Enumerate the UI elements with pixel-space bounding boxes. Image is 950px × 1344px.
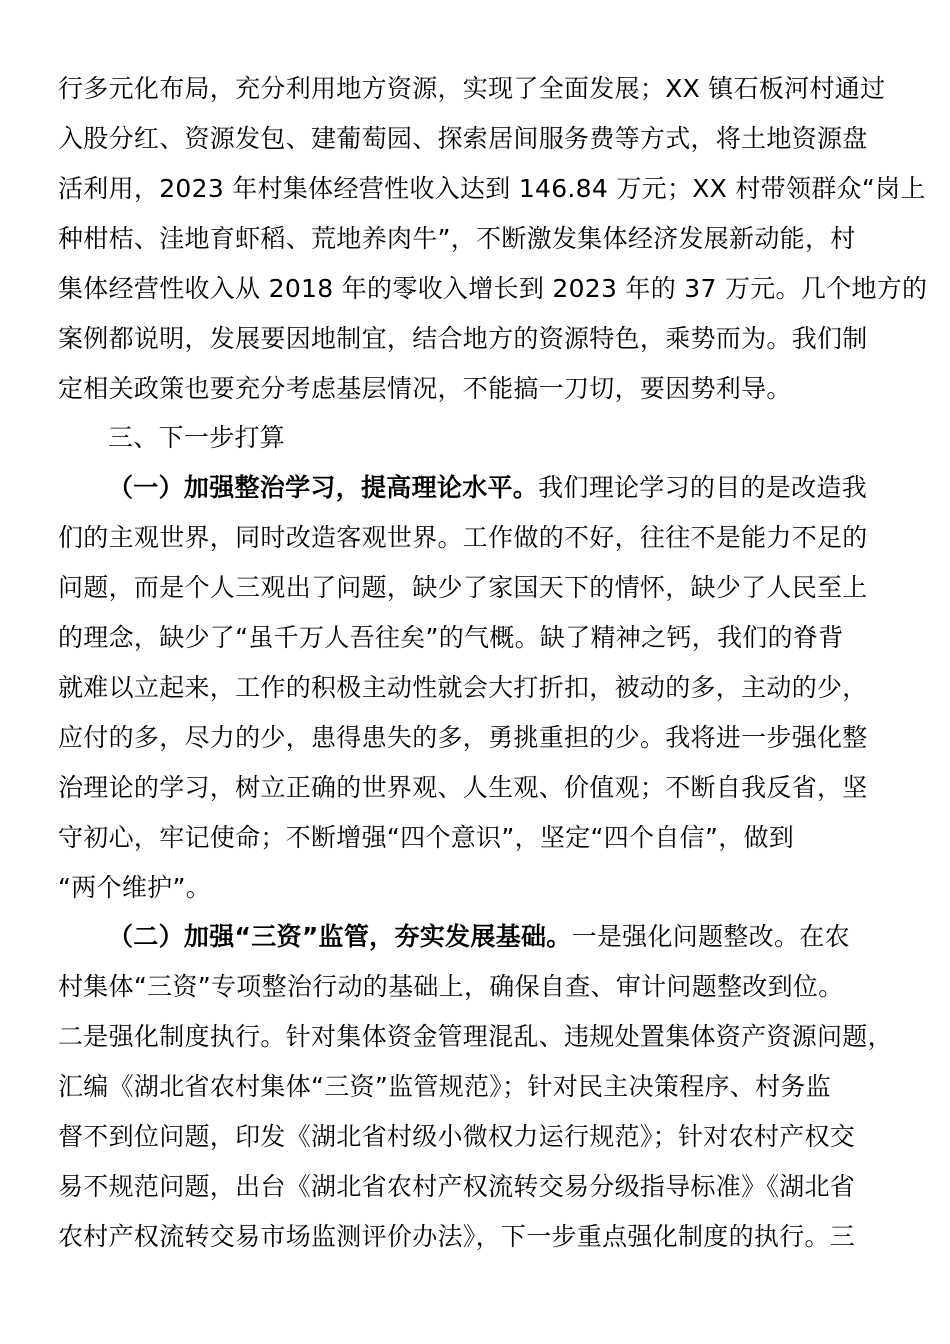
paragraph-line: 活利用，2023 年村集体经营性收入达到 146.84 万元；XX 村带领群众“岗上 <box>58 174 926 203</box>
paragraph-line: 的理念，缺少了“虽千万人吾往矣”的气概。缺了精神之钙，我们的脊背 <box>58 623 844 652</box>
section1-first-line-rest: 我们理论学习的目的是改造我 <box>538 473 868 502</box>
paragraph-line: 入股分红、资源发包、建葡萄园、探索居间服务费等方式，将土地资源盘 <box>58 124 868 153</box>
paragraph-line: 集体经营性收入从 2018 年的零收入增长到 2023 年的 37 万元。几个地方的 <box>58 274 928 303</box>
section2-title: （二）加强“三资”监管，夯实发展基础。 <box>108 922 572 951</box>
paragraph-line: 案例都说明，发展要因地制宜，结合地方的资源特色，乘势而为。我们制 <box>58 324 868 353</box>
paragraph-line: 治理论的学习，树立正确的世界观、人生观、价值观；不断自我反省，坚 <box>58 773 868 802</box>
paragraph-line: “两个维护”。 <box>58 873 212 902</box>
section2-first-line-rest: 一是强化问题整改。在农 <box>571 922 850 951</box>
paragraph-line: 定相关政策也要充分考虑基层情况，不能搞一刀切，要因势利导。 <box>58 374 792 403</box>
section1-title: （一）加强整治学习，提高理论水平。 <box>108 473 539 502</box>
paragraph-line: 易不规范问题，出台《湖北省农村产权流转交易分级指导标准》《湖北省 <box>58 1172 856 1201</box>
paragraph-line: 二是强化制度执行。针对集体资金管理混乱、违规处置集体资产资源问题， <box>58 1022 893 1051</box>
paragraph-line: 督不到位问题，印发《湖北省村级小微权力运行规范》；针对农村产权交 <box>58 1122 856 1151</box>
paragraph-line: 就难以立起来，工作的积极主动性就会大打折扣，被动的多，主动的少， <box>58 673 868 702</box>
section-heading: 三、下一步打算 <box>108 423 286 452</box>
paragraph-line: 守初心，牢记使命；不断增强“四个意识”，坚定“四个自信”，做到 <box>58 823 795 852</box>
section2-first-line <box>108 919 850 955</box>
paragraph-line: 农村产权流转交易市场监测评价办法》，下一步重点强化制度的执行。三 <box>58 1222 856 1251</box>
paragraph-line: 汇编《湖北省农村集体“三资”监管规范》；针对民主决策程序、村务监 <box>58 1072 832 1101</box>
paragraph-line: 应付的多，尽力的少，患得患失的多，勇挑重担的少。我将进一步强化整 <box>58 723 868 752</box>
paragraph-line: 行多元化布局，充分利用地方资源，实现了全面发展；XX 镇石板河村通过 <box>58 74 886 103</box>
paragraph-line: 村集体“三资”专项整治行动的基础上，确保自查、审计问题整改到位。 <box>58 972 844 1001</box>
paragraph-line: 问题，而是个人三观出了问题，缺少了家国天下的情怀，缺少了人民至上 <box>58 573 868 602</box>
section1-first-line <box>108 470 867 506</box>
paragraph-line: 们的主观世界，同时改造客观世界。工作做的不好，往往不是能力不足的 <box>58 523 868 552</box>
paragraph-line: 种柑桔、洼地育虾稻、荒地养肉牛”，不断激发集体经济发展新动能，村 <box>58 224 856 253</box>
